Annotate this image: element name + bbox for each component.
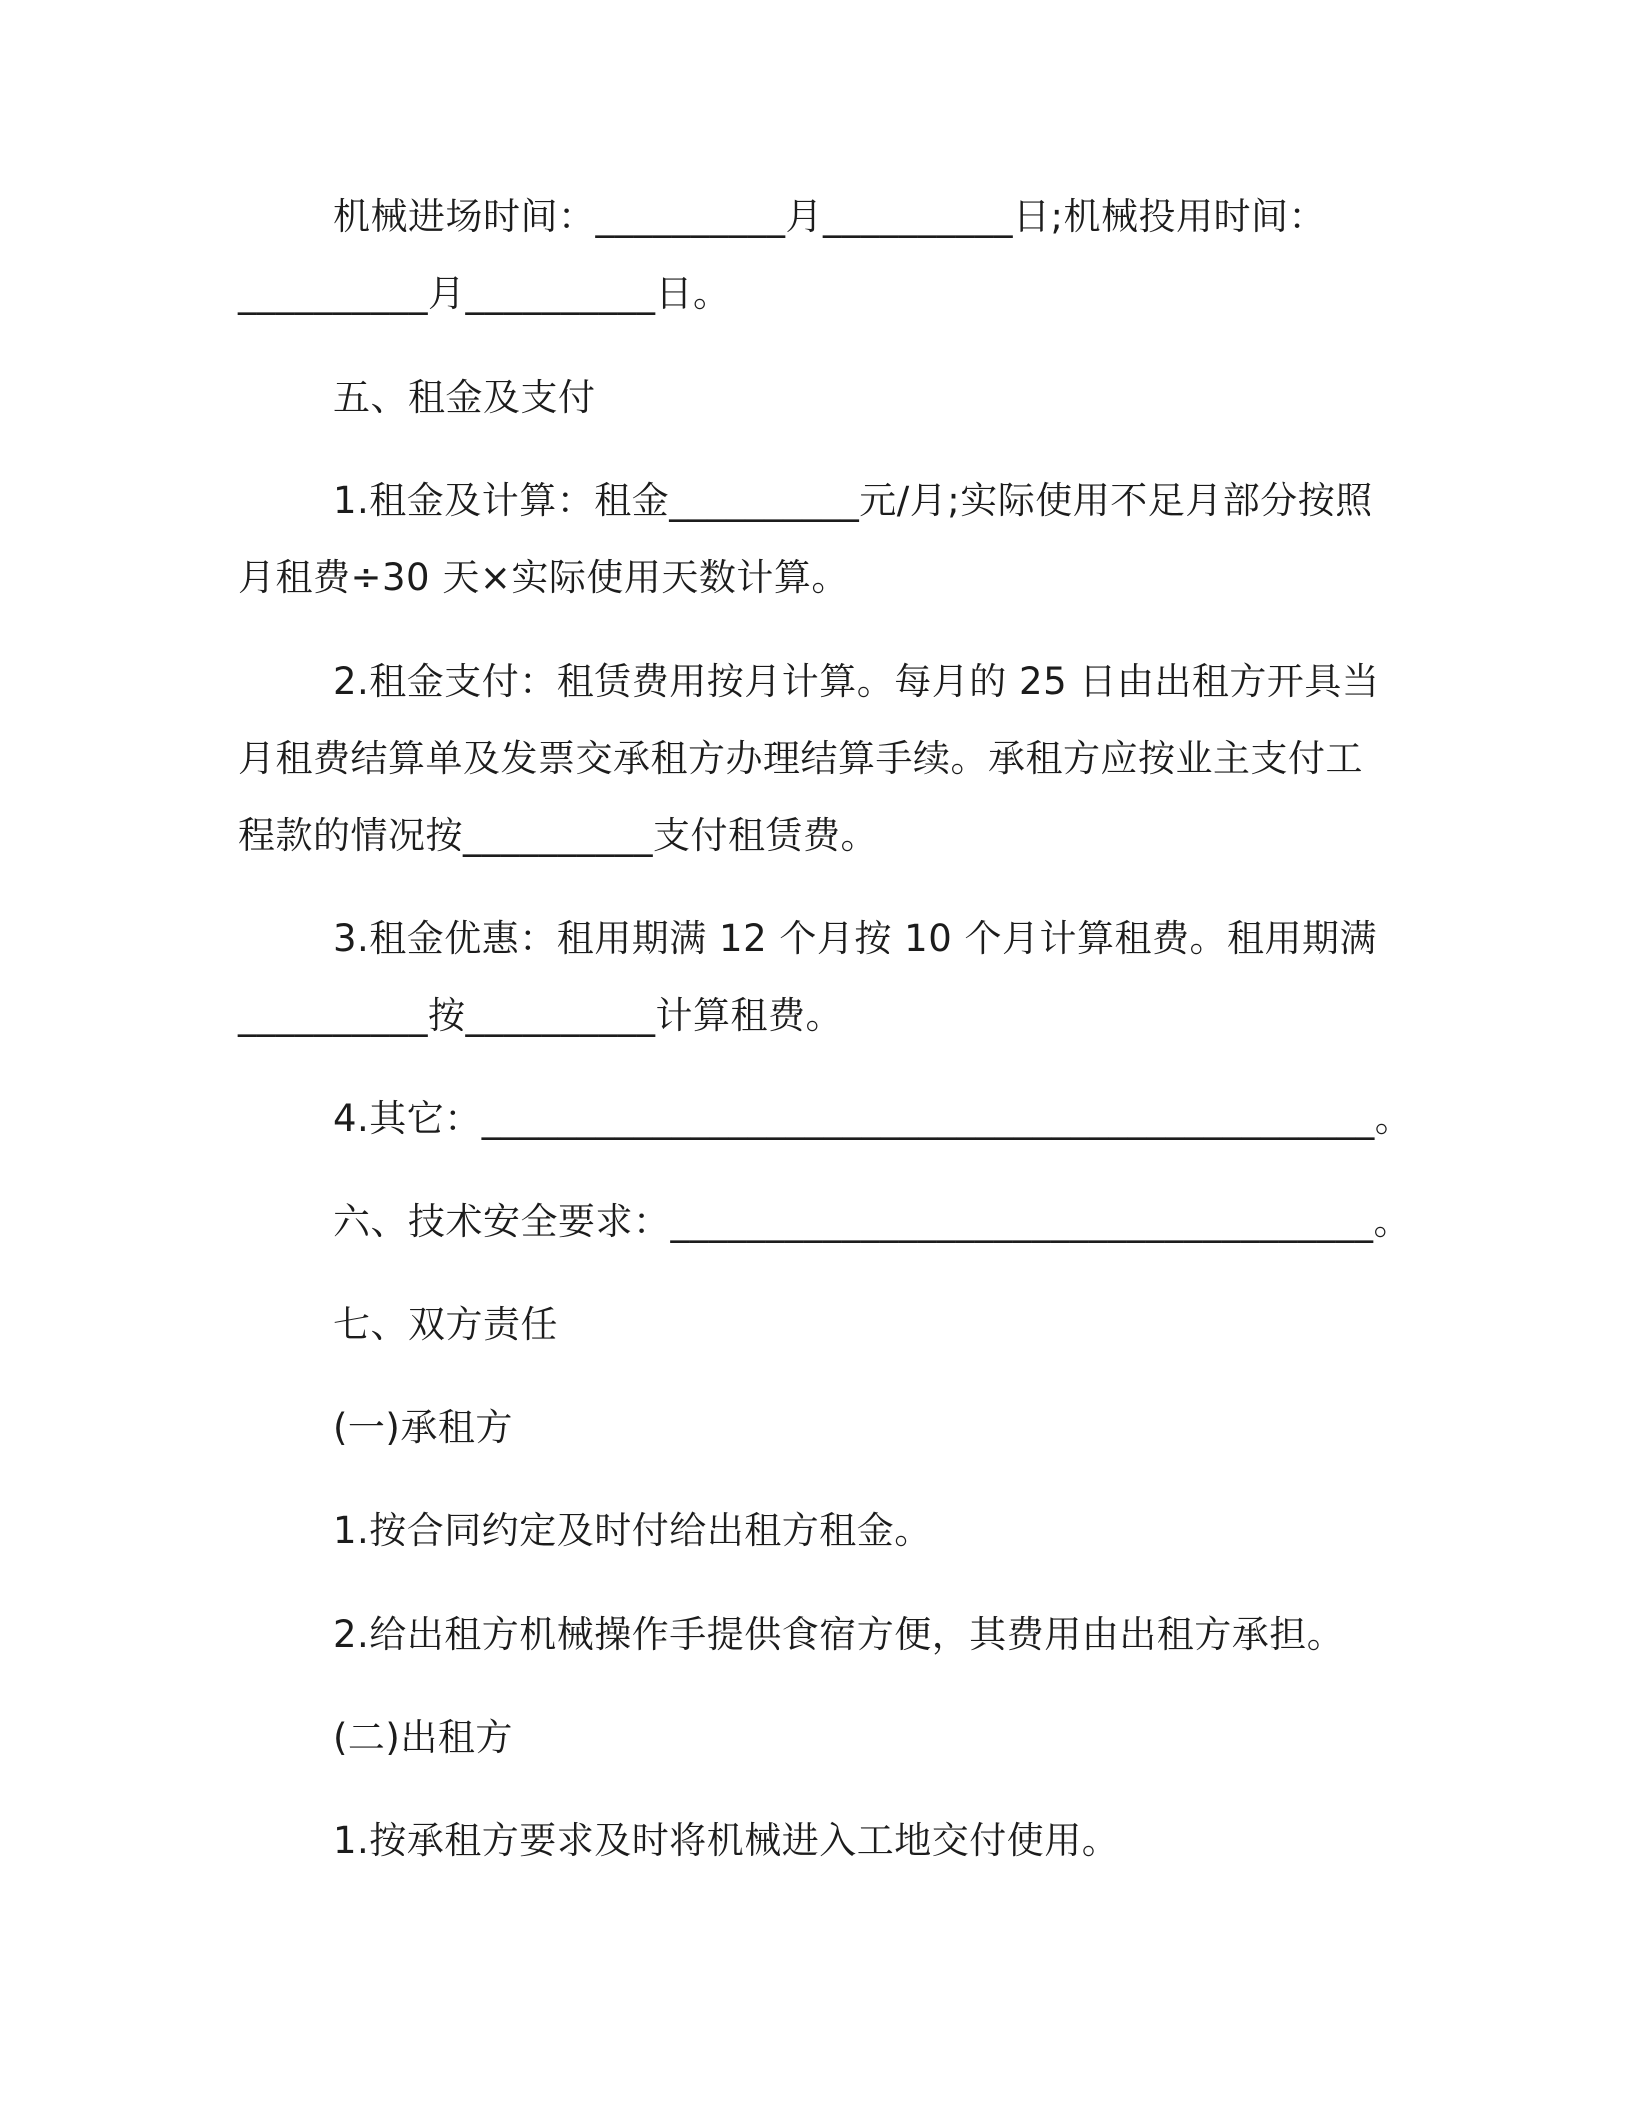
rent-calculation-line-1: 1.租金及计算：租金__________元/月;实际使用不足月部分按照: [333, 479, 1373, 522]
rent-discount-line-1: 3.租金优惠：租用期满 12 个月按 10 个月计算租费。租用期满: [333, 917, 1378, 960]
rent-payment-line-2: 月租费结算单及发票交承租方办理结算手续。承租方应按业主支付工: [238, 737, 1363, 780]
machine-entry-time-line-1: 机械进场时间：__________月__________日;机械投用时间：: [333, 195, 1326, 238]
other-terms-line: 4.其它：_______________________________________________。: [333, 1097, 1413, 1140]
rent-payment-line-1: 2.租金支付：租赁费用按月计算。每月的 25 日由出租方开具当: [333, 660, 1380, 703]
rent-discount-line-2: __________按__________计算租费。: [238, 994, 843, 1037]
lessee-duty-1: 1.按合同约定及时付给出租方租金。: [333, 1509, 932, 1552]
section-heading-duties: 七、双方责任: [333, 1303, 558, 1346]
machine-entry-time-line-2: __________月__________日。: [238, 272, 731, 315]
subheading-lessee: (一)承租方: [333, 1406, 513, 1449]
rent-payment-line-3: 程款的情况按__________支付租赁费。: [238, 814, 878, 857]
section-heading-rent: 五、租金及支付: [333, 376, 596, 419]
subheading-lessor: (二)出租方: [333, 1716, 513, 1759]
rent-calculation-line-2: 月租费÷30 天×实际使用天数计算。: [238, 556, 849, 599]
lessor-duty-1: 1.按承租方要求及时将机械进入工地交付使用。: [333, 1819, 1120, 1862]
lessee-duty-2: 2.给出租方机械操作手提供食宿方便，其费用由出租方承担。: [333, 1613, 1345, 1656]
section-heading-safety: 六、技术安全要求：_____________________________________。: [333, 1200, 1411, 1243]
